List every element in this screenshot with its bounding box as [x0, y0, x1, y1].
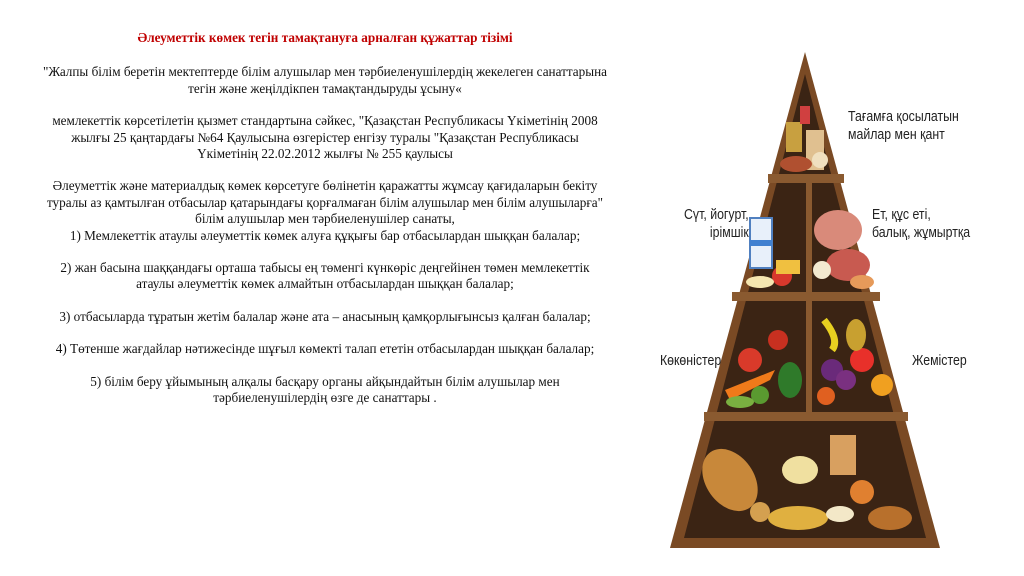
label-vegetables: Көкөністер — [660, 353, 722, 369]
label-dairy: Сүт, йогурт, ірімшік — [684, 207, 749, 241]
list-item-2: 2) жан басына шаққандағы орташа табысы ең төменгі күнкөріс деңгейінен төмен мемлекеттік атаулы әлеуметтік көмек алмайтын отбасылардан шыққан балалар; — [60, 260, 590, 292]
paragraph-1: "Жалпы білім беретін мектептерде білім алушылар мен тәрбиеленушілердің жекелеген санаттарына тегін және жеңілдікпен тамақтандыруды ұсыну« — [42, 64, 608, 96]
label-fats-sugar: Тағамға қосылатын майлар мен қант — [848, 109, 959, 143]
shelf-1 — [768, 174, 844, 183]
document-text — [40, 30, 610, 423]
list-item-3: 3) отбасыларда тұратын жетім балалар және ата – анасының қамқорлығынсыз қалған балалар; — [59, 308, 591, 324]
shelf-2 — [732, 292, 880, 301]
shelf-3 — [704, 412, 908, 421]
paragraph-3: Әлеуметтік және материалдық көмек көрсетуге бөлінетін қаражатты жұмсау қағидаларын бекіту туралы аз қамтылған отбасылар қатарындағы қорғалмаған білім алушылар мен білім алушыларға" білім алушылар мен тәрбиеленушілер санаты, — [46, 178, 604, 227]
paragraph-2: мемлекеттік көрсетілетін қызмет стандартына сәйкес, "Қазақстан Республикасы Үкіметінің 2008 жылғы 25 қаңтардағы №64 Қаулысына өзгерістер енгізу туралы "Қазақстан Республикасы Үкіметінің 22.02.2012 жылғы № 255 қаулысы — [52, 113, 598, 162]
document-title: Әлеуметтік көмек тегін тамақтануға арналған құжаттар тізімі — [137, 30, 513, 45]
label-fruits: Жемістер — [912, 353, 967, 369]
list-item-1: 1) Мемлекеттік атаулы әлеуметтік көмек алуға құқығы бар отбасылардан шыққан балалар; — [69, 227, 581, 243]
list-item-4: 4) Төтенше жағдайлар нәтижесінде шұғыл көмекті талап ететін отбасылардан шыққан балалар; — [55, 341, 595, 357]
list-item-5: 5) білім беру ұйымының алқалы басқару органы айқындайтын білім алушылар мен тәрбиеленушілердің өзге де санаттары . — [90, 373, 560, 406]
label-protein: Ет, құс еті, балық, жұмыртқа — [872, 207, 971, 241]
